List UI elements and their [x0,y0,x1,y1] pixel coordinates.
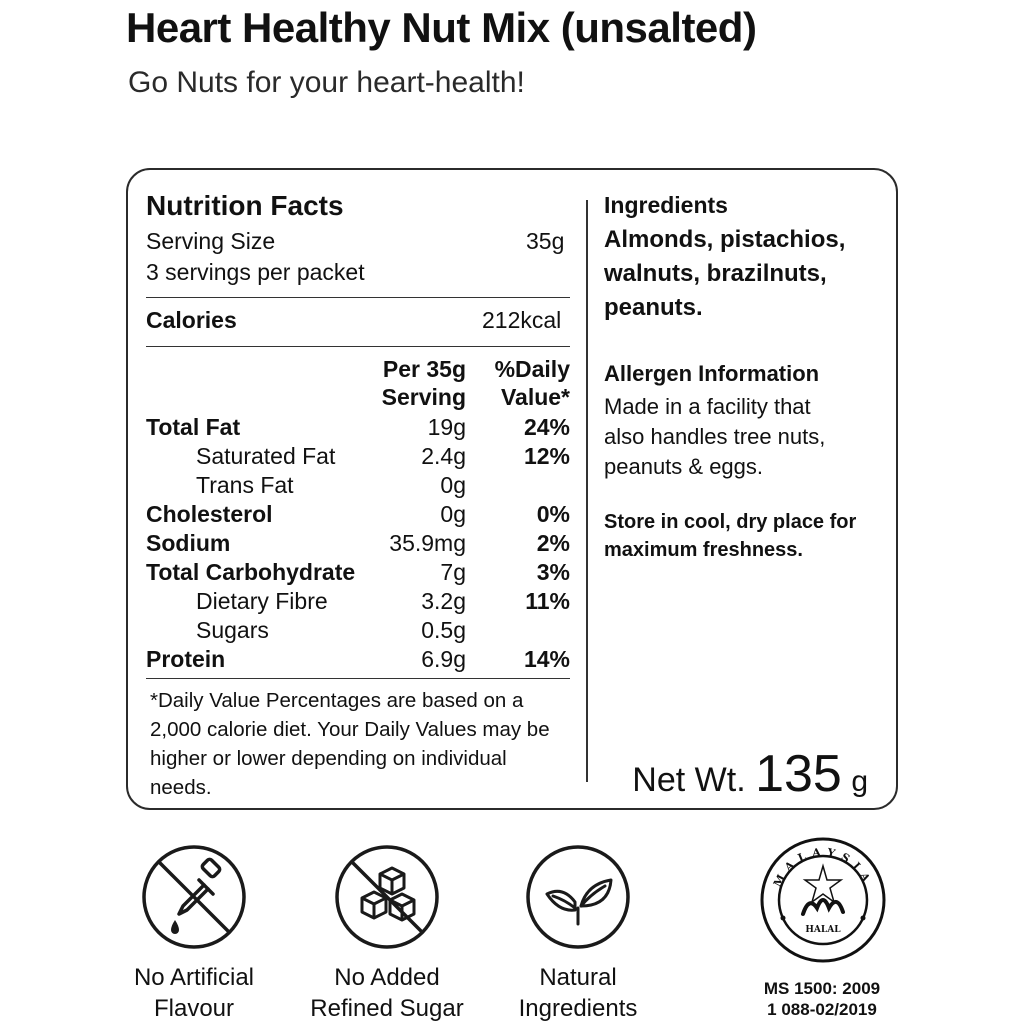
storage-line: Store in cool, dry place for [604,511,857,533]
nutrient-dv: 11% [525,588,570,614]
badge-label [292,962,482,1024]
ingredients-heading: Ingredients [604,192,728,218]
servings-per-packet: 3 servings per packet [146,259,365,285]
nutrient-label: Sodium [146,530,231,556]
col-header-dv-2: Value* [500,384,570,410]
nutrient-label: Total Fat [146,414,241,440]
nutrient-label: Dietary Fibre [196,588,328,614]
allergen-line: Made in a facility that [604,394,811,419]
nutrient-label: Saturated Fat [196,443,336,469]
halal-cert-line: MS 1500: 2009 [763,979,881,998]
nutrient-dv: 3% [536,559,570,585]
nutrient-amount: 0g [440,501,466,527]
no-dropper-icon [141,844,247,950]
col-header-serving-1: Per 35g [382,356,466,382]
halal-cert-line: 1 088-02/2019 [767,1000,877,1019]
halal-certification [742,978,902,1020]
col-header-dv-1: %Daily [494,356,570,382]
calories-label: Calories [146,307,237,333]
divider-calories [146,346,570,347]
product-title: Heart Healthy Nut Mix (unsalted) [126,4,757,51]
badge-label-line: Refined Sugar [310,995,464,1022]
badge-label-line: Ingredients [518,995,638,1022]
nutrient-dv: 14% [523,646,570,672]
nutrient-dv: 24% [523,414,570,440]
badge-label-line: Flavour [153,995,235,1022]
allergen-line: also handles tree nuts, [604,424,826,449]
divider-top [146,297,570,298]
nutrition-heading: Nutrition Facts [146,190,344,221]
ingredients-line: walnuts, brazilnuts, [604,260,827,287]
product-tagline: Go Nuts for your heart-health! [128,66,525,99]
badge-label-line: No Artificial [133,964,255,991]
serving-size-label: Serving Size [146,228,276,254]
nutrient-dv: 2% [536,530,570,556]
nutrient-label: Protein [146,646,226,672]
badge-label [104,962,284,1024]
nutrient-dv: 12% [523,443,570,469]
ingredients-line: peanuts. [604,294,703,321]
badge-label [488,962,668,1024]
nutrient-amount: 0g [440,472,466,498]
allergen-heading: Allergen Information [604,361,820,386]
badge-label-line: No Added [334,964,440,991]
net-weight-label: Net Wt. [632,761,746,799]
nutrient-amount: 6.9g [421,646,466,672]
net-weight [632,744,868,804]
column-divider [586,200,588,782]
nutrient-amount: 3.2g [421,588,466,614]
allergen-line: peanuts & eggs. [604,454,764,479]
ingredients-line: Almonds, pistachios, [604,226,846,253]
no-sugar-cubes-icon [334,844,440,950]
col-header-serving-2: Serving [381,384,466,410]
calories-value: 212kcal [482,307,562,333]
nutrient-amount: 35.9mg [389,530,466,556]
nutrient-amount: 0.5g [421,617,466,643]
daily-value-footnote: *Daily Value Percentages are based on a 2,000 calorie diet. Your Daily Values may be higher or lower depending on individual needs. [150,689,550,799]
nutrient-amount: 19g [427,414,466,440]
net-weight-unit: g [851,765,868,798]
halal-seal-icon [759,836,887,964]
divider-bottom [146,678,570,679]
nutrient-label: Trans Fat [196,472,294,498]
nutrient-dv: 0% [536,501,570,527]
storage-line: maximum freshness. [604,539,803,561]
leaf-icon [525,844,631,950]
badge-label-line: Natural [539,964,617,991]
halal-ring-text: MALAYSIA [770,845,875,890]
nutrient-amount: 7g [440,559,466,585]
nutrient-label: Total Carbohydrate [146,559,356,585]
halal-inner-text: HALAL [805,925,841,935]
nutrient-label: Sugars [196,617,269,643]
nutrient-label: Cholesterol [146,501,273,527]
net-weight-value: 135 [755,745,842,803]
nutrient-amount: 2.4g [421,443,466,469]
label-panel [126,168,898,810]
serving-size-value: 35g [526,228,565,254]
